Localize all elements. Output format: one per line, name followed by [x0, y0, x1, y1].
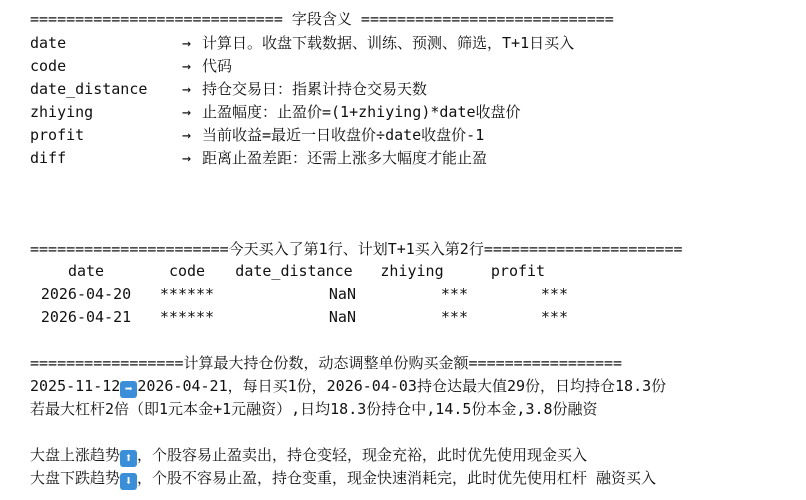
position-line-2: 若最大杠杆2倍（即1元本金+1元融资）,日均18.3份持仓中,14.5份本金,3.8份融资 [30, 400, 598, 418]
glossary-row-diff [30, 147, 487, 169]
column-header-code: code [168, 262, 206, 280]
right-arrow-icon: → [182, 34, 192, 52]
field-description: 持仓交易日：指累计持仓交易天数 [202, 80, 428, 98]
position-summary: 2026-04-21，每日买1份，2026-04-03持仓达最大值29份，日均持仓18.3份 [137, 377, 667, 395]
market-down-line [30, 467, 656, 490]
position-start-date: 2025-11-12 [30, 377, 121, 395]
market-up-label: 大盘上涨趋势 [30, 446, 121, 464]
position-header: =================计算最大持仓份数，动态调整单份购买金额================= [30, 354, 623, 372]
right-arrow-icon: → [182, 80, 192, 98]
right-arrow-icon: → [182, 103, 192, 121]
table-row [30, 283, 590, 305]
glossary-row-date [30, 32, 574, 54]
position-line-1 [30, 375, 666, 398]
up-arrow-icon: ⬆ [120, 450, 137, 467]
down-arrow-icon: ⬇ [120, 473, 137, 490]
field-name: code [30, 57, 67, 75]
cell-profit: *** [540, 285, 568, 303]
table-header-row [30, 260, 590, 282]
field-description: 当前收益=最近一日收盘价÷date收盘价-1 [202, 126, 485, 144]
cell-date: 2026-04-20 [40, 285, 132, 303]
column-header-date-distance: date_distance [235, 262, 353, 280]
table-row [30, 306, 590, 328]
column-header-date: date [67, 262, 105, 280]
column-header-profit: profit [490, 262, 546, 280]
market-up-line [30, 444, 587, 467]
cell-zhiying: *** [440, 285, 468, 303]
glossary-row-date-distance [30, 78, 427, 100]
today-header: ======================今天买入了第1行、计划T+1买入第2行====================== [30, 240, 683, 258]
field-description: 距离止盈差距：还需上涨多大幅度才能止盈 [202, 149, 488, 167]
glossary-header: ============================ 字段含义 ============================ [30, 10, 614, 28]
column-header-zhiying: zhiying [380, 262, 444, 280]
cell-date-distance: NaN [328, 285, 356, 303]
cell-zhiying: *** [440, 308, 468, 326]
glossary-row-profit [30, 124, 484, 146]
market-up-text: ，个股容易止盈卖出，持仓变轻，现金充裕，此时优先使用现金买入 [137, 446, 588, 464]
market-down-text: ，个股不容易止盈，持仓变重，现金快速消耗完，此时优先使用杠杆 融资买入 [137, 469, 657, 487]
cell-code: ****** [159, 285, 215, 303]
right-arrow-icon: ➡ [120, 381, 137, 398]
glossary-row-zhiying [30, 101, 521, 123]
field-description: 止盈幅度：止盈价=(1+zhiying)*date收盘价 [202, 103, 521, 121]
cell-profit: *** [540, 308, 568, 326]
glossary-row-code [30, 55, 232, 77]
field-name: diff [30, 149, 67, 167]
field-description: 代码 [202, 57, 233, 75]
cell-date: 2026-04-21 [40, 308, 132, 326]
market-down-label: 大盘下跌趋势 [30, 469, 121, 487]
field-name: date [30, 34, 67, 52]
right-arrow-icon: → [182, 126, 192, 144]
right-arrow-icon: → [182, 149, 192, 167]
right-arrow-icon: → [182, 57, 192, 75]
field-name: date_distance [30, 80, 148, 98]
field-description: 计算日。收盘下载数据、训练、预测、筛选，T+1日买入 [202, 34, 575, 52]
field-name: zhiying [30, 103, 94, 121]
field-name: profit [30, 126, 85, 144]
cell-code: ****** [159, 308, 215, 326]
cell-date-distance: NaN [328, 308, 356, 326]
